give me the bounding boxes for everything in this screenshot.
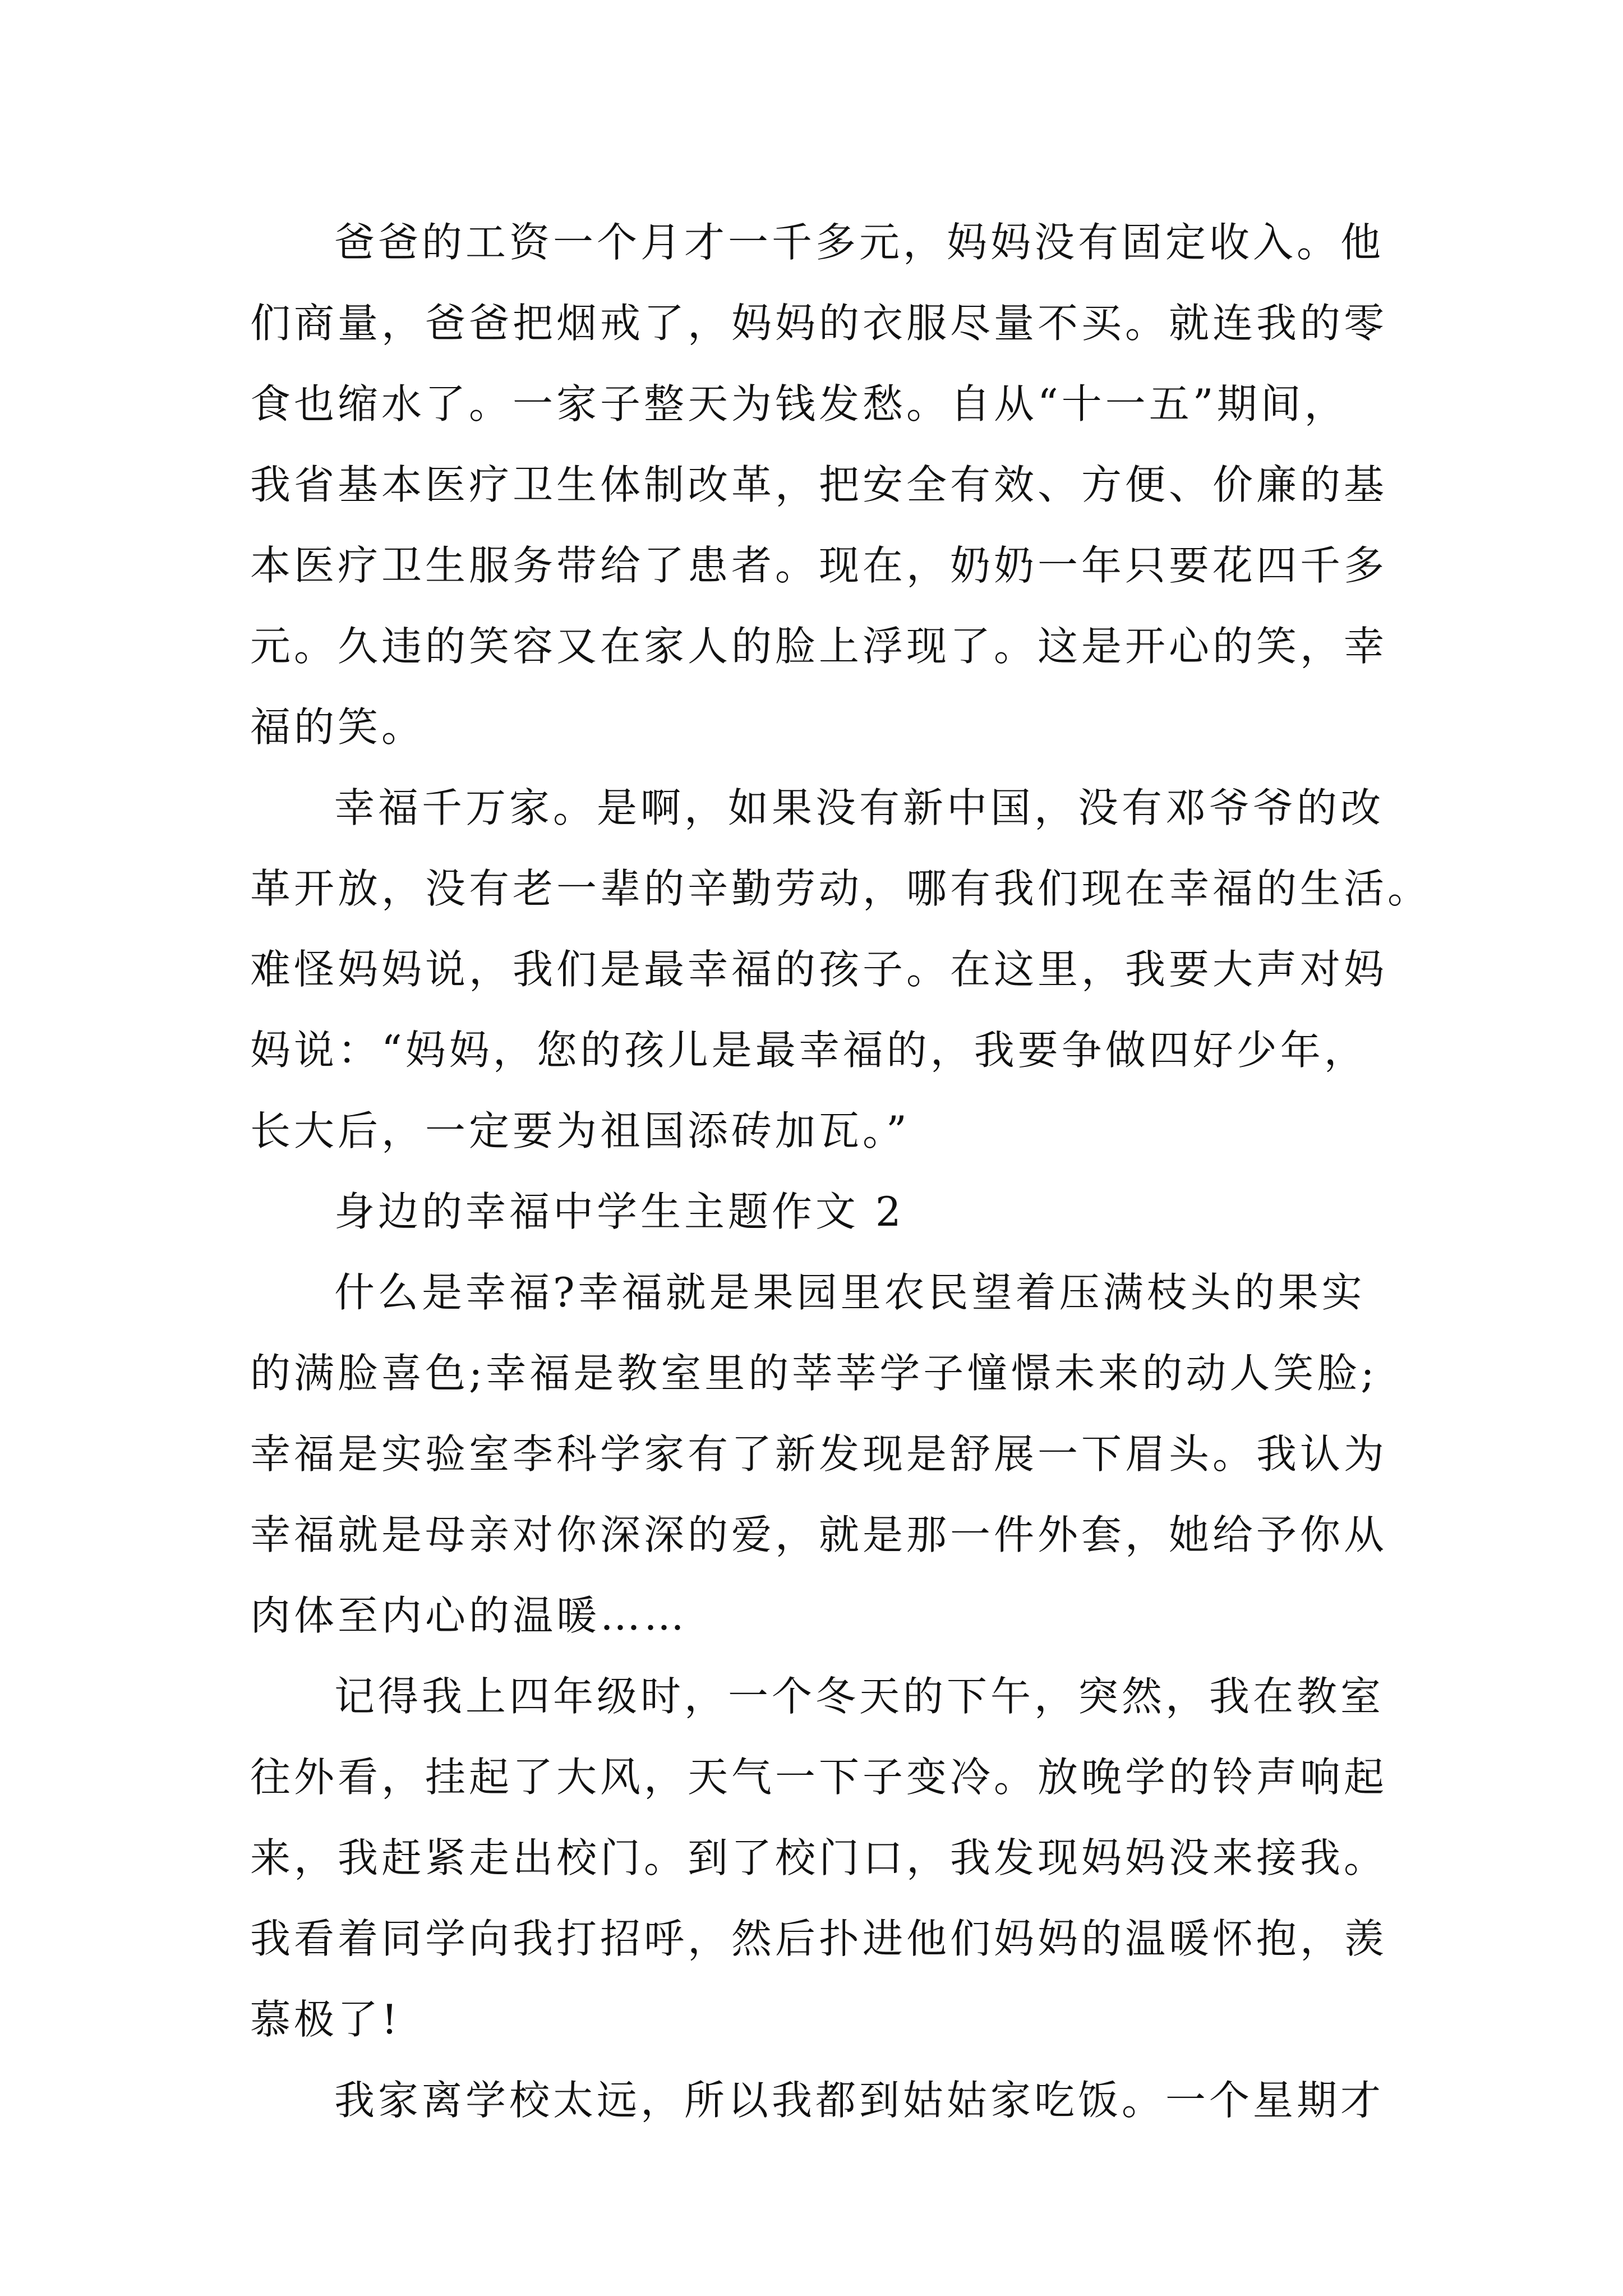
text-line: 幸福千万家。是啊，如果没有新中国，没有邓爷爷的改 [334, 784, 1385, 831]
text-line: 来，我赶紧走出校门。到了校门口，我发现妈妈没来接我。 [250, 1834, 1388, 1881]
text-line: 什么是幸福?幸福就是果园里农民望着压满枝头的果实 [334, 1269, 1366, 1316]
text-line: 福的笑。 [250, 703, 426, 751]
text-line: 我看着同学向我打招呼，然后扑进他们妈妈的温暖怀抱，羡 [250, 1915, 1388, 1962]
text-line: 元。久违的笑容又在家人的脸上浮现了。这是开心的笑，幸 [250, 623, 1388, 670]
text-line: 我省基本医疗卫生体制改革，把安全有效、方便、价廉的基 [250, 461, 1388, 508]
text-line: 幸福是实验室李科学家有了新发现是舒展一下眉头。我认为 [250, 1430, 1388, 1478]
text-line: 们商量，爸爸把烟戒了，妈妈的衣服尽量不买。就连我的零 [250, 300, 1388, 347]
text-line: 肉体至内心的温暖…… [250, 1592, 688, 1639]
text-line: 爸爸的工资一个月才一千多元，妈妈没有固定收入。他 [334, 219, 1385, 266]
text-line: 妈说：“妈妈，您的孩儿是最幸福的，我要争做四好少年， [250, 1027, 1368, 1074]
text-line: 记得我上四年级时，一个冬天的下午，突然，我在教室 [334, 1673, 1385, 1720]
text-line: 慕极了! [250, 1996, 401, 2043]
text-line: 幸福就是母亲对你深深的爱，就是那一件外套，她给予你从 [250, 1511, 1388, 1558]
text-line: 难怪妈妈说，我们是最幸福的孩子。在这里，我要大声对妈 [250, 946, 1388, 993]
text-line: 食也缩水了。一家子整天为钱发愁。自从“十一五”期间， [250, 380, 1348, 427]
section-heading: 身边的幸福中学生主题作文 2 [334, 1188, 905, 1235]
text-line: 长大后，一定要为祖国添砖加瓦。” [250, 1107, 910, 1154]
text-line: 往外看，挂起了大风，天气一下子变冷。放晚学的铃声响起 [250, 1754, 1388, 1801]
essay-text [250, 202, 1432, 2141]
text-line: 本医疗卫生服务带给了患者。现在，奶奶一年只要花四千多 [250, 542, 1388, 589]
text-line: 的满脸喜色;幸福是教室里的莘莘学子憧憬未来的动人笑脸; [250, 1350, 1378, 1397]
text-line: 革开放，没有老一辈的辛勤劳动，哪有我们现在幸福的生活。 [250, 865, 1432, 912]
text-line: 我家离学校太远，所以我都到姑姑家吃饭。一个星期才 [334, 2077, 1385, 2124]
